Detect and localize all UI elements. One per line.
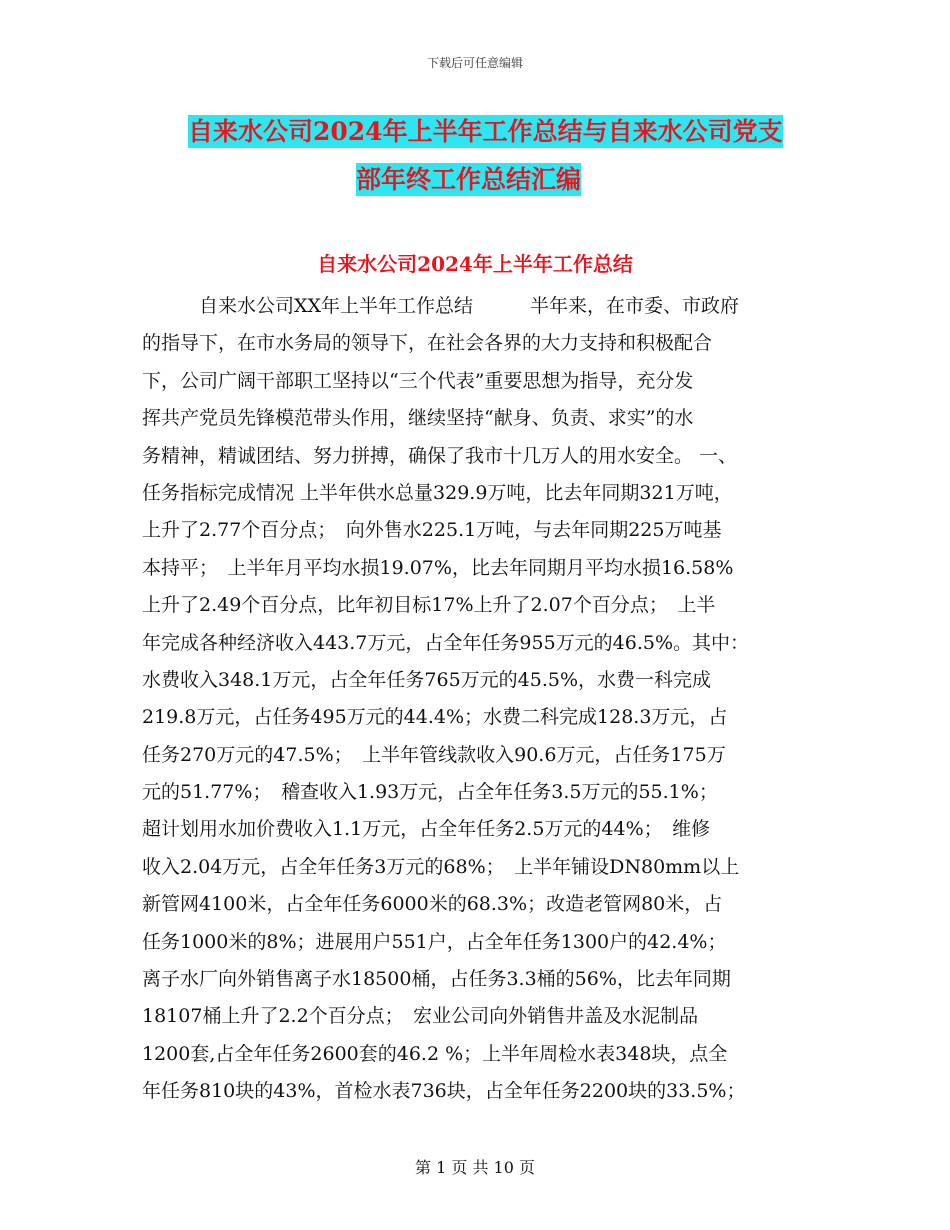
page-header-note: 下载后可任意编辑 (426, 56, 523, 70)
body-line: 18107桶上升了2.2个百分点； 宏业公司向外销售井盖及水泥制品 (142, 1005, 699, 1028)
body-line: 超计划用水加价费收入1.1万元，占全年任务2.5万元的44%； 维修 (142, 818, 711, 841)
body-line: 上升了2.49个百分点，比年初目标17%上升了2.07个百分点； 上半 (142, 594, 716, 617)
document-title (188, 108, 828, 204)
title-line-1: 自来水公司2024年上半年工作总结与自来水公司党支 (188, 117, 783, 146)
body-line: 自来水公司XX年上半年工作总结 半年来，在市委、市政府 (142, 295, 740, 317)
body-line: 收入2.04万元，占全年任务3万元的68%； 上半年铺设DN80mm以上 (142, 855, 740, 878)
body-line: 219.8万元，占任务495万元的44.4%；水费二科完成128.3万元，占 (142, 706, 728, 729)
body-line: 年任务810块的43%，首检水表736块，占全年任务2200块的33.5%； (142, 1080, 746, 1103)
body-line: 下，公司广阔干部职工坚持以“三个代表”重要思想为指导，充分发 (142, 369, 694, 392)
body-line: 挥共产党员先锋模范带头作用，继续坚持“献身、负责、求实”的水 (142, 407, 694, 430)
page-footer: 第 1 页 共 10 页 (415, 1158, 535, 1177)
body-line: 元的51.77%； 稽查收入1.93万元，占全年任务3.5万元的55.1%； (142, 781, 718, 804)
title-line-2: 部年终工作总结汇编 (356, 165, 582, 194)
body-line: 任务指标完成情况 上半年供水总量329.9万吨，比去年同期321万吨， (142, 481, 733, 504)
body-line: 年完成各种经济收入443.7万元，占全年任务955万元的46.5%。其中： (142, 631, 750, 654)
body-line: 上升了2.77个百分点； 向外售水225.1万吨，与去年同期225万吨基 (142, 519, 722, 542)
body-line: 任务270万元的47.5%； 上半年管线款收入90.6万元，占任务175万 (142, 743, 726, 766)
body-line: 任务1000米的8%；进展用户551户，占全年任务1300户的42.4%； (142, 930, 727, 953)
body-text (142, 288, 832, 1111)
body-line: 本持平； 上半年月平均水损19.07%，比去年同期月平均水损16.58% (142, 556, 734, 579)
body-line: 离子水厂向外销售离子水18500桶，占任务3.3桶的56%，比去年同期 (142, 968, 731, 991)
body-line: 的指导下，在市水务局的领导下，在社会各界的大力支持和积极配合 (142, 332, 713, 355)
body-line: 水费收入348.1万元，占全年任务765万元的45.5%，水费一科完成 (142, 668, 712, 691)
section-title: 自来水公司2024年上半年工作总结 (317, 252, 633, 276)
body-line: 1200套,占全年任务2600套的46.2 %；上半年周检水表348块，点全 (142, 1042, 728, 1065)
body-line: 务精神，精诚团结、努力拼搏，确保了我市十几万人的用水安全。 一、 (142, 444, 738, 467)
body-line: 新管网4100米，占全年任务6000米的68.3%；改造老管网80米，占 (142, 893, 723, 916)
